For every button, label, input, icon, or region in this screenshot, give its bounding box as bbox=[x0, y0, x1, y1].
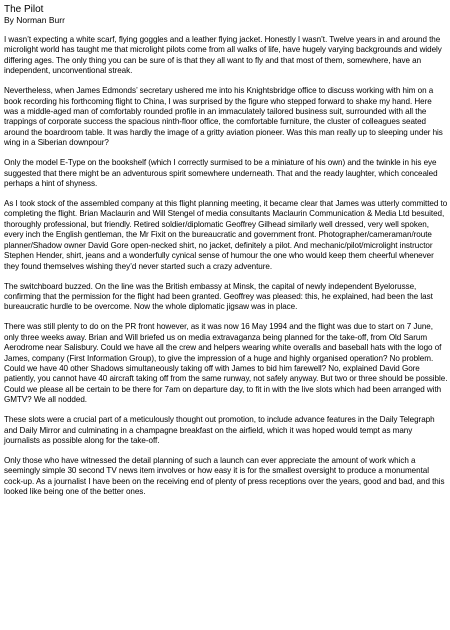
article-title: The Pilot bbox=[4, 4, 44, 15]
paragraph: These slots were a crucial part of a meticulously thought out promotion, to include advance features in the Daily Telegraph and Daily Mirror and culminating in a champagne breakfast on the airfield, which it was hoped would tempt as many journalists as possible along for the take-off. bbox=[4, 415, 435, 445]
paragraph: As I took stock of the assembled company at this flight planning meeting, it became clear that James was utterly committed to completing the flight. Brian Maclaurin and Will Stengel of media consultants Maclaurin Communication & Media Ltd besuited, thoroughly professional, but friendly. Retired soldier/diplomatic Geoffrey Gilhead similarly well dressed, very well spoken, every inch the English gentleman, the Mr Fixit on the bureaucratic and government front. Photographer/cameraman/route planner/Shadow owner David Gore open-necked shirt, no jacket, definitely a pilot. And mechanic/pilot/microlight instructor Stephen Hender, shirt, jeans and a wonderfully cynical sense of humour the one who would keep them cheerful whenever they found themselves wishing they’d never started such a crazy adventure. bbox=[4, 199, 448, 271]
paragraph: Only those who have witnessed the detail planning of such a launch can ever appreciate the amount of work which a seemingly simple 30 second TV news item involves or how easy it is for the smallest oversight to produce a monumental cock-up. As a journalist I have been on the receiving end of plenty of press receptions over the years, good and bad, and this looked like being one of the better ones. bbox=[4, 455, 445, 497]
paragraph: Nevertheless, when James Edmonds’ secretary ushered me into his Knightsbridge office to discuss working with him on a book recording his forthcoming flight to China, I was surprised by the figure who stepped forward to shake my hand. Here was a middle-aged man of comfortably rounded profile in an immaculately tailored business suit, surrounded with all the trappings of corporate success the spacious ninth-floor office, the comfortable furniture, the cluster of colleagues seated around the boardroom table. It was hardly the image of a gritty aviation pioneer. Was this man really up to sleeping under his wing in a Siberian downpour? bbox=[4, 86, 443, 148]
paragraph: I wasn’t expecting a white scarf, flying goggles and a leather flying jacket. Honestly I wasn’t. Twelve years in and around the microlight world has taught me that microlight pilots come from all walks of life, have hugely varying backgrounds and widely differing ages. The only thing you can be sure of is that they all want to fly and that most of them, somewhere, have an independent, unconventional streak. bbox=[4, 35, 442, 76]
paragraph: The switchboard buzzed. On the line was the British embassy at Minsk, the capital of newly independent Byelorusse, confirming that the permission for the flight had been granted. Geoffrey was pleased: this, he explained, had been the last bureaucratic hurdle to be overcome. Now the whole diplomatic jigsaw was in place. bbox=[4, 281, 433, 312]
article-byline: By Norman Burr bbox=[4, 15, 65, 25]
paragraph: Only the model E-Type on the bookshelf (which I correctly surmised to be a miniature of his own) and the twinkle in his eye suggested that there might be an adventurous spirit somewhere underneath. That and the ready laughter, which concealed perhaps a hint of shyness. bbox=[4, 158, 438, 189]
document-page bbox=[4, 4, 448, 507]
paragraph: There was still plenty to do on the PR front however, as it was now 16 May 1994 and the flight was due to start on 7 June, only three weeks away. Brian and Will briefed us on media extravaganza being planned for the take-off, from Old Sarum Aerodrome near Salisbury. Could we have all the crew and helpers wearing white overalls and baseball hats with the logo of James, company (First Information Group), to give the impression of a huge and highly organised operation? No problem. Could we have 40 other Shadows simultaneously taking off with James to bid him farewell? No, explained David Gore patiently, you cannot have 40 aircraft taking off from the same runway, not safely anyway. But two or three should be possible. Could we please all be certain to be there for 7am on departure day, to fit in with the live slots which had been arranged with GMTV? We all nodded. bbox=[4, 322, 448, 405]
